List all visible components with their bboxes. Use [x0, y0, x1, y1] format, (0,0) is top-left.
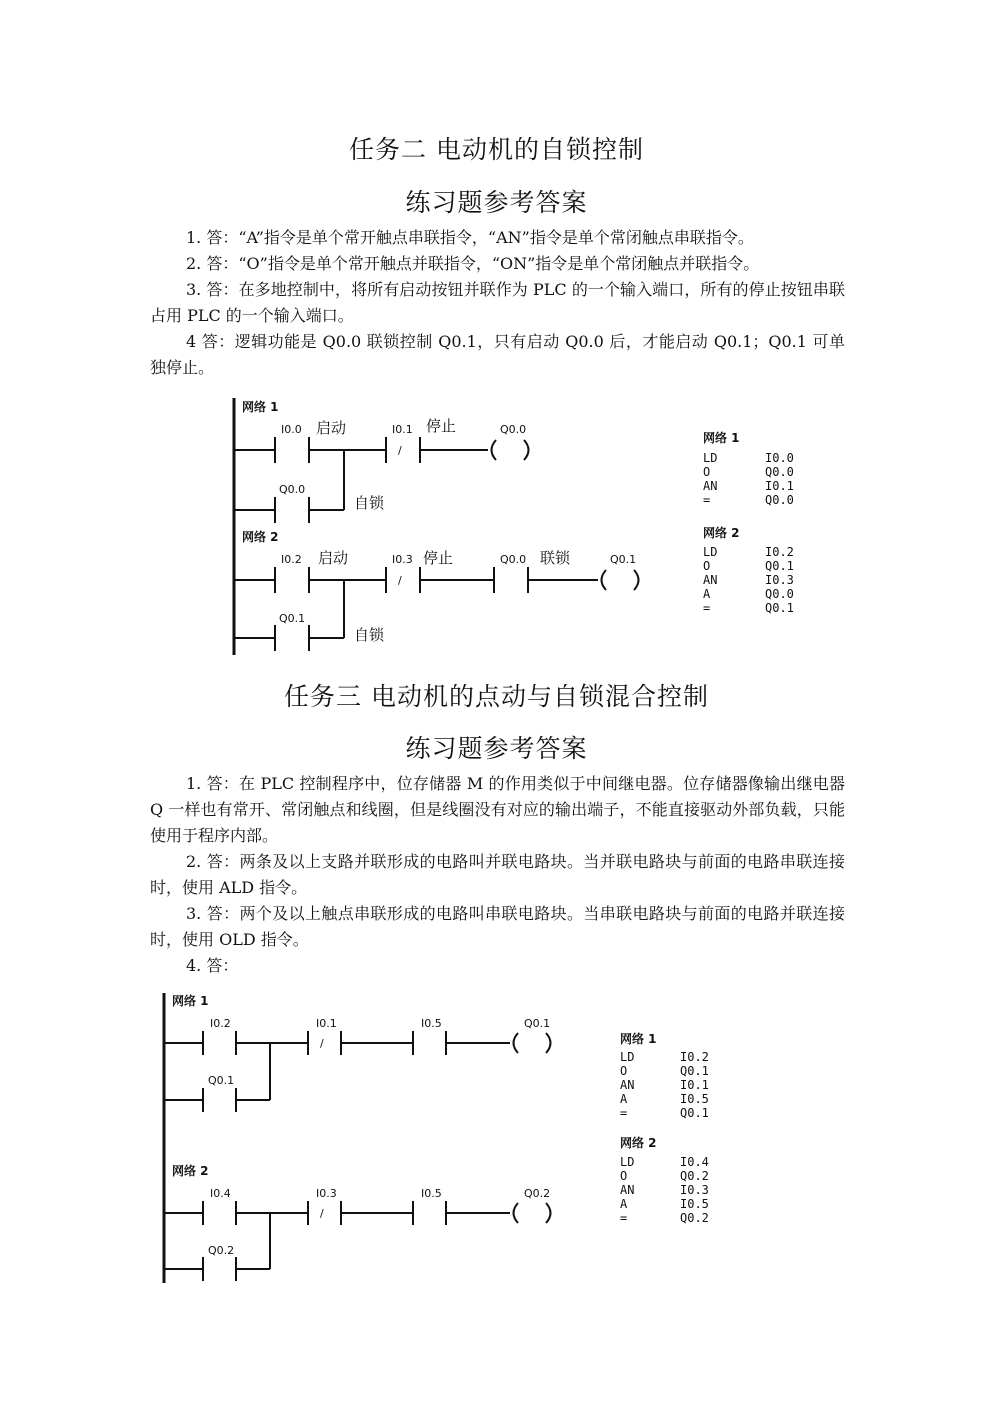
task2-net2-nc-mark: / — [398, 574, 402, 587]
stl-operand: I0.2 — [680, 1050, 709, 1064]
task2-net2-note-2: 停止 — [423, 549, 454, 567]
task3-stl1-title: 网络 1 — [620, 1032, 657, 1046]
task2-net2-title: 网络 2 — [242, 530, 279, 544]
stl-operand: Q0.0 — [765, 587, 794, 601]
stl-op: O — [703, 559, 711, 573]
task2-net2-contact-1: I0.2 — [281, 553, 302, 566]
stl-op: AN — [703, 573, 718, 587]
task2-net2-contact-2: I0.3 — [392, 553, 413, 566]
stl-operand: Q0.1 — [680, 1106, 709, 1120]
stl-operand: I0.5 — [680, 1092, 709, 1106]
stl-operand: Q0.0 — [765, 493, 794, 507]
stl-op: AN — [620, 1078, 635, 1092]
task2-answer-3: 3. 答：在多地控制中，将所有启动按钮并联作为 PLC 的一个输入端口，所有的停止按钮串联占用 PLC 的一个输入端口。 — [150, 280, 845, 325]
stl-operand: I0.3 — [680, 1183, 709, 1197]
task3-net1-contact-2: I0.1 — [316, 1017, 337, 1030]
stl-op: AN — [620, 1183, 635, 1197]
task2-net1-note-1: 启动 — [316, 419, 347, 437]
stl-operand: Q0.0 — [765, 465, 794, 479]
task3-answer-1: 1. 答：在 PLC 控制程序中，位存储器 M 的作用类似于中间继电器。位存储器像输出继电器 Q 一样也有常开、常闭触点和线圈，但是线圈没有对应的输出端子，不能直接驱动外部负载，只能使用于程序内部。 — [150, 774, 845, 845]
task2-net1-contact-1: I0.0 — [281, 423, 302, 436]
stl-operand: Q0.1 — [765, 559, 794, 573]
task3-net2-title: 网络 2 — [172, 1164, 209, 1178]
task3-answer-3: 3. 答：两个及以上触点串联形成的电路叫串联电路块。当串联电路块与前面的电路并联连接时，使用 OLD 指令。 — [150, 904, 845, 949]
stl-operand: Q0.1 — [680, 1064, 709, 1078]
stl-op: LD — [620, 1155, 635, 1169]
stl-op: = — [703, 601, 711, 615]
stl-op: LD — [703, 545, 718, 559]
task3-subtitle: 练习题参考答案 — [405, 734, 588, 763]
task2-net1-note-2: 停止 — [426, 417, 457, 435]
stl-op: = — [703, 493, 711, 507]
stl-op: LD — [620, 1050, 635, 1064]
stl-op: A — [620, 1092, 628, 1106]
task3-answer-4: 4. 答： — [186, 956, 239, 975]
task2-stl2-title: 网络 2 — [703, 526, 740, 540]
stl-op: O — [620, 1169, 628, 1183]
task2-answer-1: 1. 答：“A”指令是单个常开触点串联指令，“AN”指令是单个常闭触点串联指令。 — [186, 228, 754, 247]
stl-op: A — [620, 1197, 628, 1211]
stl-operand: Q0.1 — [765, 601, 794, 615]
stl-operand: I0.0 — [765, 451, 794, 465]
task2-net2-parallel-contact: Q0.1 — [279, 612, 306, 625]
stl-operand: Q0.2 — [680, 1169, 709, 1183]
task3-net2-nc-mark: / — [320, 1207, 324, 1220]
stl-operand: I0.1 — [680, 1078, 709, 1092]
task3-answer-2: 2. 答：两条及以上支路并联形成的电路叫并联电路块。当并联电路块与前面的电路串联连接时，使用 ALD 指令。 — [150, 852, 845, 897]
task3-stl1 — [620, 1050, 709, 1120]
task2-net1-contact-2: I0.1 — [392, 423, 413, 436]
task3-stl2-title: 网络 2 — [620, 1136, 657, 1150]
task2-net2-contact-3: Q0.0 — [500, 553, 527, 566]
task2-net2-note-1: 启动 — [318, 549, 349, 567]
task2-net2-note-4: 自锁 — [354, 626, 385, 644]
stl-operand: I0.2 — [765, 545, 794, 559]
task2-net2-coil: Q0.1 — [610, 553, 637, 566]
stl-operand: Q0.2 — [680, 1211, 709, 1225]
task3-net1-parallel-contact: Q0.1 — [208, 1074, 235, 1087]
task3-net2-contact-2: I0.3 — [316, 1187, 337, 1200]
task2-net1-note-3: 自锁 — [354, 494, 385, 512]
stl-op: A — [703, 587, 711, 601]
task3-net2-contact-3: I0.5 — [421, 1187, 442, 1200]
task2-net1-title: 网络 1 — [242, 400, 279, 414]
task3-title: 任务三 电动机的点动与自锁混合控制 — [284, 682, 709, 711]
task2-answer-2: 2. 答：“O”指令是单个常开触点并联指令，“ON”指令是单个常闭触点并联指令。 — [186, 254, 760, 273]
stl-op: = — [620, 1211, 628, 1225]
task3-net1-contact-1: I0.2 — [210, 1017, 231, 1030]
stl-op: O — [620, 1064, 628, 1078]
task2-title: 任务二 电动机的自锁控制 — [349, 135, 644, 164]
task2-net1-nc-mark: / — [398, 444, 402, 457]
task2-stl1-title: 网络 1 — [703, 431, 740, 445]
task3-net1-nc-mark: / — [320, 1037, 324, 1050]
task3-net1-coil: Q0.1 — [524, 1017, 551, 1030]
task3-net1-contact-3: I0.5 — [421, 1017, 442, 1030]
task2-subtitle: 练习题参考答案 — [405, 188, 588, 217]
stl-operand: I0.3 — [765, 573, 794, 587]
stl-op: AN — [703, 479, 718, 493]
stl-operand: I0.1 — [765, 479, 794, 493]
stl-op: = — [620, 1106, 628, 1120]
task2-net1-parallel-contact: Q0.0 — [279, 483, 306, 496]
task2-net1-coil: Q0.0 — [500, 423, 527, 436]
task3-stl2 — [620, 1155, 709, 1225]
task3-net2-contact-1: I0.4 — [210, 1187, 231, 1200]
task3-ladder-lines — [164, 993, 551, 1283]
task2-net2-note-3: 联锁 — [540, 549, 571, 567]
task3-net1-title: 网络 1 — [172, 994, 209, 1008]
stl-op: O — [703, 465, 711, 479]
stl-operand: I0.5 — [680, 1197, 709, 1211]
task3-net2-parallel-contact: Q0.2 — [208, 1244, 235, 1257]
stl-operand: I0.4 — [680, 1155, 709, 1169]
task2-answer-4: 4 答：逻辑功能是 Q0.0 联锁控制 Q0.1，只有启动 Q0.0 后，才能启动 Q0.1；Q0.1 可单独停止。 — [150, 332, 845, 377]
stl-op: LD — [703, 451, 718, 465]
task3-net2-coil: Q0.2 — [524, 1187, 551, 1200]
